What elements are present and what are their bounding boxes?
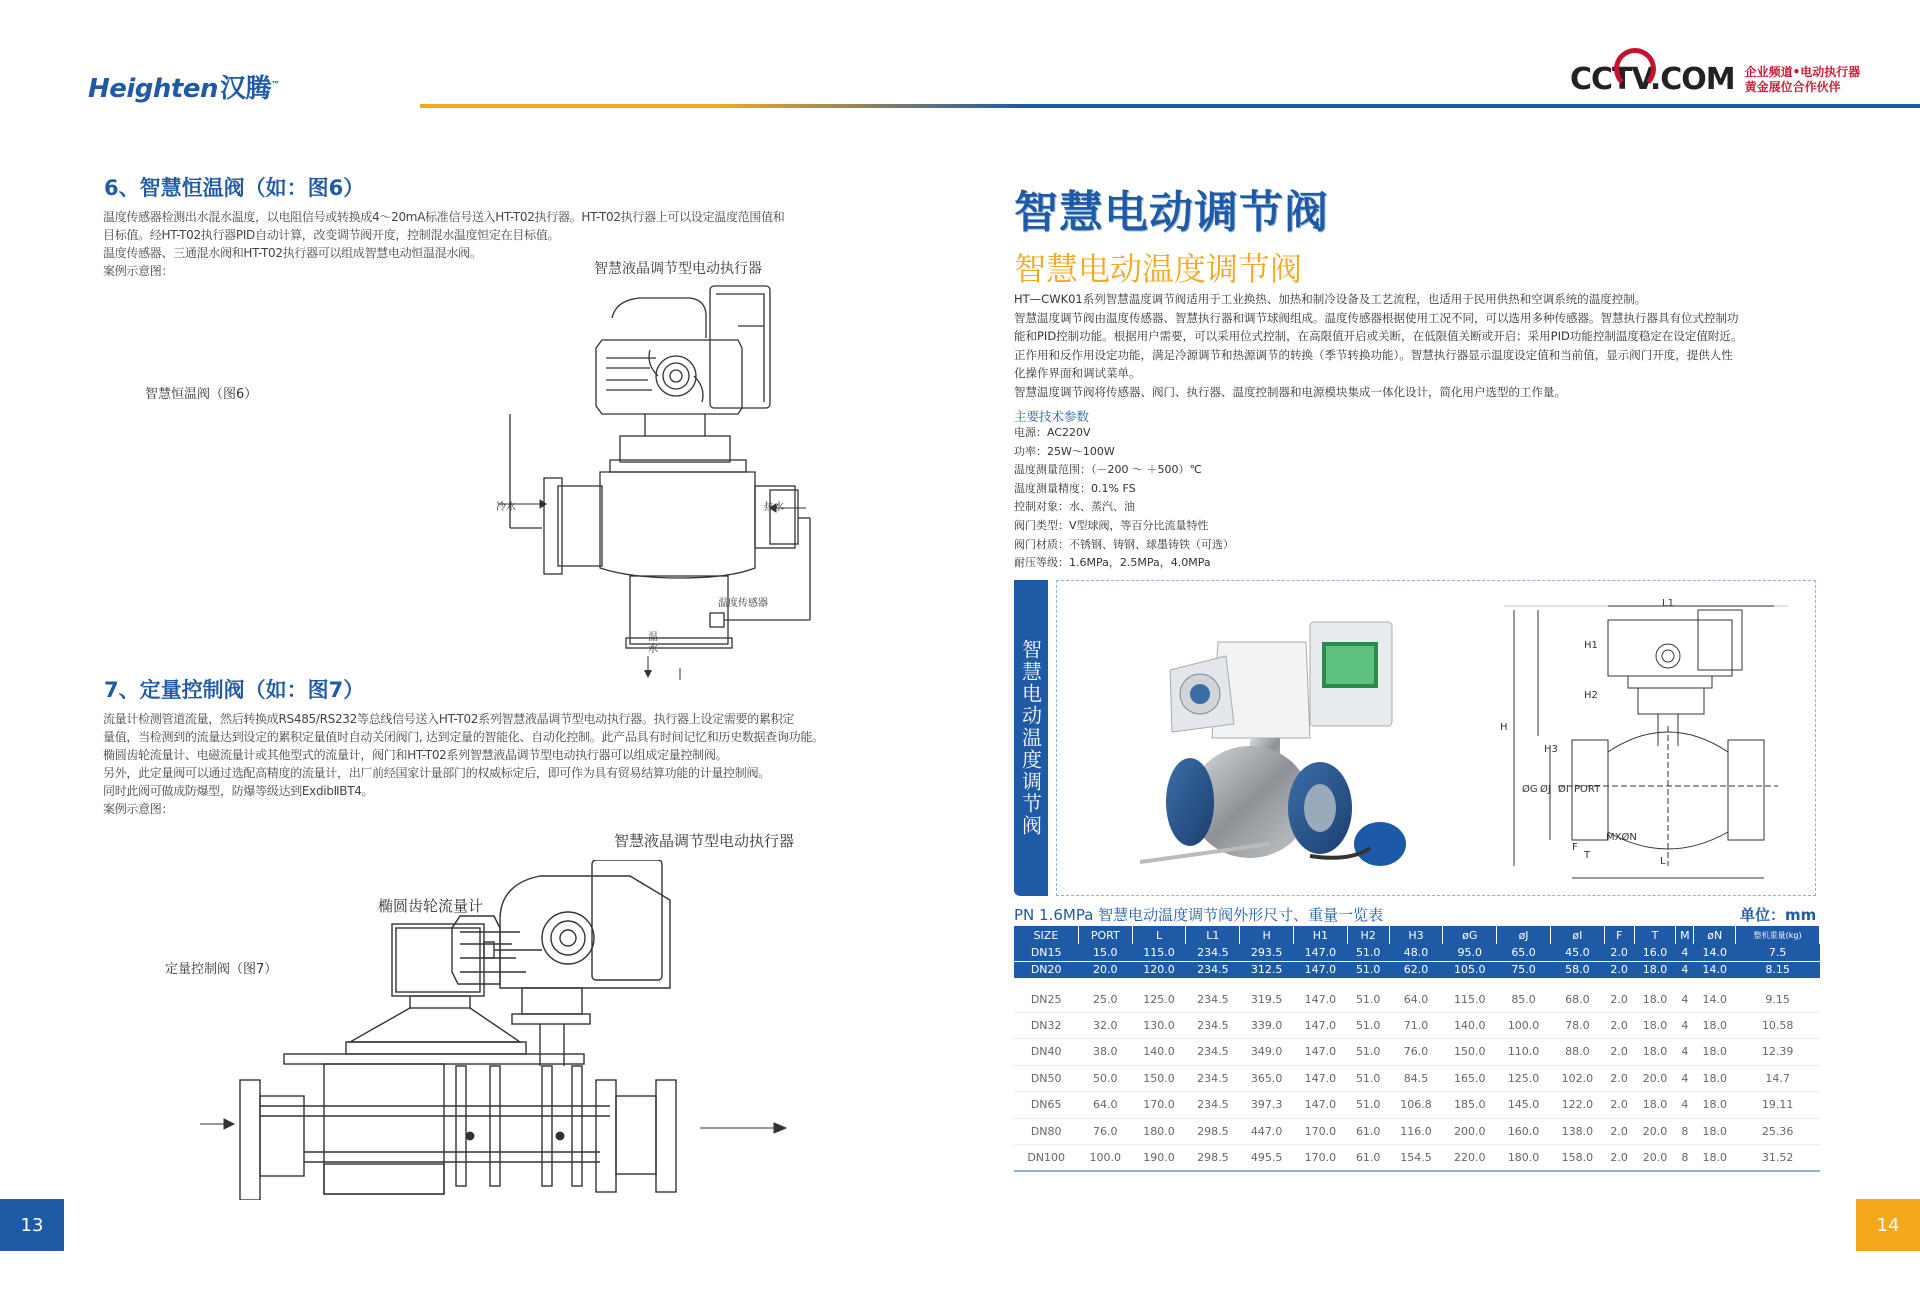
table-cell: 125.0 — [1497, 1065, 1551, 1092]
table-cell: 25.36 — [1736, 1118, 1820, 1145]
quantitative-valve-diagram — [200, 860, 820, 1200]
dim-L1: L1 — [1662, 598, 1674, 609]
table-cell: 78.0 — [1550, 1012, 1604, 1039]
table-cell: 397.3 — [1240, 1092, 1294, 1119]
table-cell: 170.0 — [1294, 1118, 1348, 1145]
table-cell: 4 — [1676, 1092, 1694, 1119]
table-cell: 14.0 — [1694, 961, 1736, 978]
spec-list: 电源：AC220V 功率：25W～100W 温度测量范围：（－200 ～ ＋500）℃ 温度测量精度：0.1% FS 控制对象：水、蒸汽、油 阀门类型：V型球阀，等百分比流量特性 阀门材质：不锈钢、铸钢、球墨铸铁（可选） 耐压等级：1.6MPa，2.5MPa，4.0MPa — [1014, 426, 1234, 570]
table-cell: 234.5 — [1186, 978, 1240, 1012]
table-cell: 234.5 — [1186, 1092, 1240, 1119]
table-cell: 18.0 — [1694, 1092, 1736, 1119]
table-cell: 150.0 — [1132, 1065, 1186, 1092]
table-header-cell: 整机重量(kg) — [1736, 926, 1820, 944]
table-header-cell: L — [1132, 926, 1186, 944]
table-cell: 2.0 — [1604, 1065, 1634, 1092]
table-cell: 18.0 — [1694, 1118, 1736, 1145]
table-cell: 234.5 — [1186, 1012, 1240, 1039]
table-cell: 106.8 — [1389, 1092, 1443, 1119]
table-header-cell: PORT — [1078, 926, 1132, 944]
dim-OJ: ØJ — [1540, 784, 1551, 795]
table-row — [1014, 1118, 1820, 1145]
table-row — [1014, 944, 1820, 961]
figure7-label: 定量控制阀（图7） — [165, 962, 278, 977]
table-cell: 65.0 — [1497, 944, 1551, 961]
vertical-product-tab: 智慧电动温度调节阀 — [1014, 580, 1048, 896]
cctv-wordmark: CCTV.COM — [1570, 62, 1735, 97]
table-cell: 62.0 — [1389, 961, 1443, 978]
table-cell: 88.0 — [1550, 1039, 1604, 1066]
section7-text: 流量计检测管道流量，然后转换成RS485/RS232等总线信号送入HT-T02系列智慧液晶调节型电动执行器。执行器上设定需要的累积定 量值，当检测到的流量达到设定的累积定量值时自动关闭阀门, 达到定量的智能化、自动化控制。此产品具有时间记忆和历史数据查询功能。 椭圆齿轮流量计、电磁流量计或其他型式的流量计，阀门和HT-T02系列智慧液晶调节型电动执行器可以组成定量控制阀。 另外，此定量阀可以通过选配高精度的流量计，出厂前经国家计量部门的权威标定后，即可作为具有贸易结算功能的计量控制阀。 同时此阀可做成防爆型，防爆等级达到ExdibⅡBT4。 案例示意图： — [103, 712, 824, 816]
table-cell: 120.0 — [1132, 961, 1186, 978]
table-cell: 4 — [1676, 978, 1694, 1012]
dim-MXON: MXØN — [1606, 832, 1637, 843]
table-cell: 18.0 — [1634, 961, 1676, 978]
table-cell: 2.0 — [1604, 1012, 1634, 1039]
page-number-right: 14 — [1856, 1199, 1920, 1251]
dim-H: H — [1500, 722, 1508, 733]
product-description: HT—CWK01系列智慧温度调节阀适用于工业换热、加热和制冷设备及工艺流程，也适用于民用供热和空调系统的温度控制。 智慧温度调节阀由温度传感器、智慧执行器和调节球阀组成。温度传感器根据使用工况不同，可以选用多种传感器。智慧执行器具有位式控制功 能和PID控制功能。根据用户需要，可以采用位式控制，在高限值开启或关断，在低限值关断或开启；采用PID功能控制温度稳定在设定值附近。 正作用和反作用设定功能，满足冷源调节和热源调节的转换（季节转换功能）。智慧执行器显示温度设定值和当前值，显示阀门开度，提供人性 化操作界面和调试菜单。 智慧温度调节阀将传感器、阀门、执行器、温度控制器和电源模块集成一体化设计，简化用户选型的工作量。 — [1014, 292, 1743, 399]
table-cell: 18.0 — [1694, 1065, 1736, 1092]
table-cell: 51.0 — [1347, 1012, 1389, 1039]
table-cell: DN80 — [1014, 1118, 1078, 1145]
dim-OI: ØI — [1558, 784, 1569, 795]
section6-title: 6、智慧恒温阀（如：图6） — [104, 176, 365, 200]
table-row — [1014, 1065, 1820, 1092]
table-cell: 145.0 — [1497, 1092, 1551, 1119]
table-cell: 10.58 — [1736, 1012, 1820, 1039]
table-row — [1014, 1012, 1820, 1039]
table-cell: 147.0 — [1294, 961, 1348, 978]
table-cell: 18.0 — [1634, 1039, 1676, 1066]
table-cell: 15.0 — [1078, 944, 1132, 961]
table-header-cell: H — [1240, 926, 1294, 944]
cold-water-label: 冷水 — [496, 502, 516, 513]
table-cell: 180.0 — [1132, 1118, 1186, 1145]
table-cell: DN50 — [1014, 1065, 1078, 1092]
table-cell: 64.0 — [1078, 1092, 1132, 1119]
table-header-cell: SIZE — [1014, 926, 1078, 944]
table-row — [1014, 1145, 1820, 1172]
table-cell: 16.0 — [1634, 944, 1676, 961]
table-cell: 158.0 — [1550, 1145, 1604, 1172]
table-cell: 190.0 — [1132, 1145, 1186, 1172]
table-cell: 75.0 — [1497, 961, 1551, 978]
hot-water-label: 热水 — [764, 502, 784, 513]
table-cell: DN65 — [1014, 1092, 1078, 1119]
table-cell: 116.0 — [1389, 1118, 1443, 1145]
table-cell: 18.0 — [1694, 1145, 1736, 1172]
table-cell: 115.0 — [1132, 944, 1186, 961]
table-header-cell: øI — [1550, 926, 1604, 944]
table-cell: 14.0 — [1694, 944, 1736, 961]
table-cell: DN32 — [1014, 1012, 1078, 1039]
table-cell: 4 — [1676, 1039, 1694, 1066]
dim-PORT: PORT — [1574, 784, 1601, 795]
table-cell: 312.5 — [1240, 961, 1294, 978]
table-cell: 9.15 — [1736, 978, 1820, 1012]
flowmeter-label: 椭圆齿轮流量计 — [378, 897, 484, 915]
table-cell: 220.0 — [1443, 1145, 1497, 1172]
table-cell: 140.0 — [1443, 1012, 1497, 1039]
table-header-cell: øJ — [1497, 926, 1551, 944]
table-header-row — [1014, 926, 1820, 944]
table-cell: 51.0 — [1347, 1092, 1389, 1119]
warm-water-arrow — [642, 656, 654, 678]
table-row — [1014, 1039, 1820, 1066]
table-row — [1014, 978, 1820, 1012]
table-cell: 50.0 — [1078, 1065, 1132, 1092]
table-cell: 147.0 — [1294, 944, 1348, 961]
table-cell: 130.0 — [1132, 1012, 1186, 1039]
table-cell: 122.0 — [1550, 1092, 1604, 1119]
table-cell: 18.0 — [1694, 1012, 1736, 1039]
warm-water-label: 温水 — [648, 632, 658, 655]
table-cell: 38.0 — [1078, 1039, 1132, 1066]
table-header-cell: øN — [1694, 926, 1736, 944]
table-cell: 8 — [1676, 1118, 1694, 1145]
cctv-ring-icon — [1614, 48, 1656, 90]
table-cell: 2.0 — [1604, 1092, 1634, 1119]
table-cell: 76.0 — [1078, 1118, 1132, 1145]
table-cell: 95.0 — [1443, 944, 1497, 961]
table-header-cell: H1 — [1294, 926, 1348, 944]
table-cell: 4 — [1676, 944, 1694, 961]
dimension-drawing — [1498, 596, 1798, 888]
dim-L: L — [1660, 856, 1666, 867]
table-cell: 319.5 — [1240, 978, 1294, 1012]
thermostatic-valve-diagram — [480, 268, 840, 688]
table-cell: 100.0 — [1078, 1145, 1132, 1172]
table-cell: 45.0 — [1550, 944, 1604, 961]
table-cell: 154.5 — [1389, 1145, 1443, 1172]
table-cell: 234.5 — [1186, 1065, 1240, 1092]
table-cell: 180.0 — [1497, 1145, 1551, 1172]
table-cell: DN20 — [1014, 961, 1078, 978]
dim-F: F — [1572, 842, 1578, 853]
table-cell: 19.11 — [1736, 1092, 1820, 1119]
table-cell: 68.0 — [1550, 978, 1604, 1012]
table-cell: 71.0 — [1389, 1012, 1443, 1039]
table-cell: 349.0 — [1240, 1039, 1294, 1066]
table-cell: 2.0 — [1604, 1039, 1634, 1066]
section7-diagram-title: 智慧液晶调节型电动执行器 — [614, 832, 795, 850]
table-cell: 2.0 — [1604, 1118, 1634, 1145]
table-header-cell: H3 — [1389, 926, 1443, 944]
table-row — [1014, 1092, 1820, 1119]
table-cell: 18.0 — [1634, 1092, 1676, 1119]
table-cell: 14.7 — [1736, 1065, 1820, 1092]
table-cell: 8 — [1676, 1145, 1694, 1172]
table-cell: 234.5 — [1186, 1039, 1240, 1066]
table-cell: 32.0 — [1078, 1012, 1132, 1039]
table-cell: 51.0 — [1347, 1065, 1389, 1092]
table-cell: 102.0 — [1550, 1065, 1604, 1092]
section7-title: 7、定量控制阀（如：图7） — [104, 678, 365, 702]
table-cell: DN100 — [1014, 1145, 1078, 1172]
table-cell: 2.0 — [1604, 978, 1634, 1012]
table-cell: 495.5 — [1240, 1145, 1294, 1172]
table-cell: 18.0 — [1634, 1012, 1676, 1039]
page-number-left: 13 — [0, 1199, 64, 1251]
cctv-tagline-1: 企业频道•电动执行器 — [1744, 64, 1861, 79]
section6-diagram-title: 智慧液晶调节型电动执行器 — [594, 261, 762, 277]
table-header-cell: F — [1604, 926, 1634, 944]
dim-H2: H2 — [1584, 690, 1598, 701]
table-bottom-rule — [1014, 1170, 1820, 1172]
table-cell: 147.0 — [1294, 978, 1348, 1012]
table-cell: 25.0 — [1078, 978, 1132, 1012]
table-header-cell: H2 — [1347, 926, 1389, 944]
table-cell: 18.0 — [1694, 1039, 1736, 1066]
table-cell: 138.0 — [1550, 1118, 1604, 1145]
table-cell: 76.0 — [1389, 1039, 1443, 1066]
page-subtitle: 智慧电动温度调节阀 — [1014, 250, 1303, 288]
table-cell: 58.0 — [1550, 961, 1604, 978]
table-cell: 12.39 — [1736, 1039, 1820, 1066]
table-cell: 2.0 — [1604, 1145, 1634, 1172]
table-cell: 51.0 — [1347, 1039, 1389, 1066]
dim-T: T — [1584, 850, 1591, 861]
table-cell: 147.0 — [1294, 1065, 1348, 1092]
page-title: 智慧电动调节阀 — [1014, 187, 1329, 238]
table-cell: 147.0 — [1294, 1012, 1348, 1039]
table-cell: 4 — [1676, 1012, 1694, 1039]
dim-OG: ØG — [1522, 784, 1538, 795]
table-cell: 365.0 — [1240, 1065, 1294, 1092]
table-cell: 293.5 — [1240, 944, 1294, 961]
table-cell: DN40 — [1014, 1039, 1078, 1066]
table-cell: 234.5 — [1186, 944, 1240, 961]
table-cell: 51.0 — [1347, 961, 1389, 978]
figure6-label: 智慧恒温阀（图6） — [145, 387, 258, 402]
table-row — [1014, 961, 1820, 978]
table-cell: 170.0 — [1132, 1092, 1186, 1119]
table-cell: 14.0 — [1694, 978, 1736, 1012]
table-cell: 51.0 — [1347, 978, 1389, 1012]
table-cell: 165.0 — [1443, 1065, 1497, 1092]
table-cell: DN15 — [1014, 944, 1078, 961]
table-cell: 200.0 — [1443, 1118, 1497, 1145]
table-cell: 8.15 — [1736, 961, 1820, 978]
table-cell: 2.0 — [1604, 944, 1634, 961]
heighten-logo: Heighten汉腾™ — [88, 74, 280, 104]
table-cell: 100.0 — [1497, 1012, 1551, 1039]
section6-text: 温度传感器检测出水混水温度，以电阻信号或转换成4～20mA标准信号送入HT-T02执行器。HT-T02执行器上可以设定温度范围值和 目标值。经HT-T02执行器PID自动计算，改变调节阀开度，控制混水温度恒定在目标值。 温度传感器、三通混水阀和HT-T02执行器可以组成智慧电动恒温混水阀。 案例示意图： — [103, 210, 785, 278]
table-cell: 298.5 — [1186, 1145, 1240, 1172]
table-cell: 31.52 — [1736, 1145, 1820, 1172]
table-cell: 18.0 — [1634, 978, 1676, 1012]
table-cell: 7.5 — [1736, 944, 1820, 961]
table-cell: 4 — [1676, 1065, 1694, 1092]
table-cell: 447.0 — [1240, 1118, 1294, 1145]
table-cell: 61.0 — [1347, 1145, 1389, 1172]
table-cell: 298.5 — [1186, 1118, 1240, 1145]
table-cell: 2.0 — [1604, 961, 1634, 978]
dimension-table — [1014, 926, 1820, 1172]
table-cell: 20.0 — [1634, 1118, 1676, 1145]
spec-title: 主要技术参数 — [1014, 409, 1090, 424]
table-cell: 20.0 — [1634, 1145, 1676, 1172]
table-cell: 150.0 — [1443, 1039, 1497, 1066]
table-cell: 61.0 — [1347, 1118, 1389, 1145]
table-cell: 234.5 — [1186, 961, 1240, 978]
header-rule — [420, 104, 1920, 108]
table-header-cell: øG — [1443, 926, 1497, 944]
dim-H1: H1 — [1584, 640, 1598, 651]
table-cell: 84.5 — [1389, 1065, 1443, 1092]
table-cell: 147.0 — [1294, 1039, 1348, 1066]
table-cell: 140.0 — [1132, 1039, 1186, 1066]
table-unit: 单位：mm — [1740, 906, 1817, 924]
table-cell: 185.0 — [1443, 1092, 1497, 1119]
table-header-cell: T — [1634, 926, 1676, 944]
table-cell: DN25 — [1014, 978, 1078, 1012]
table-cell: 64.0 — [1389, 978, 1443, 1012]
cctv-tagline-2: 黄金展位合作伙伴 — [1744, 79, 1841, 94]
table-cell: 147.0 — [1294, 1092, 1348, 1119]
table-cell: 4 — [1676, 961, 1694, 978]
table-cell: 105.0 — [1443, 961, 1497, 978]
table-cell: 48.0 — [1389, 944, 1443, 961]
table-cell: 20.0 — [1634, 1065, 1676, 1092]
temperature-sensor-label: 温度传感器 — [718, 598, 768, 609]
table-cell: 20.0 — [1078, 961, 1132, 978]
table-header-cell: L1 — [1186, 926, 1240, 944]
table-cell: 339.0 — [1240, 1012, 1294, 1039]
table-cell: 110.0 — [1497, 1039, 1551, 1066]
table-cell: 170.0 — [1294, 1145, 1348, 1172]
table-cell: 160.0 — [1497, 1118, 1551, 1145]
table-cell: 51.0 — [1347, 944, 1389, 961]
product-photo — [1130, 612, 1430, 882]
table-caption: PN 1.6MPa 智慧电动温度调节阀外形尺寸、重量一览表 — [1014, 906, 1384, 924]
table-cell: 85.0 — [1497, 978, 1551, 1012]
cctv-logo — [1570, 62, 1860, 97]
dim-H3: H3 — [1544, 744, 1558, 755]
table-cell: 125.0 — [1132, 978, 1186, 1012]
table-cell: 115.0 — [1443, 978, 1497, 1012]
table-header-cell: M — [1676, 926, 1694, 944]
